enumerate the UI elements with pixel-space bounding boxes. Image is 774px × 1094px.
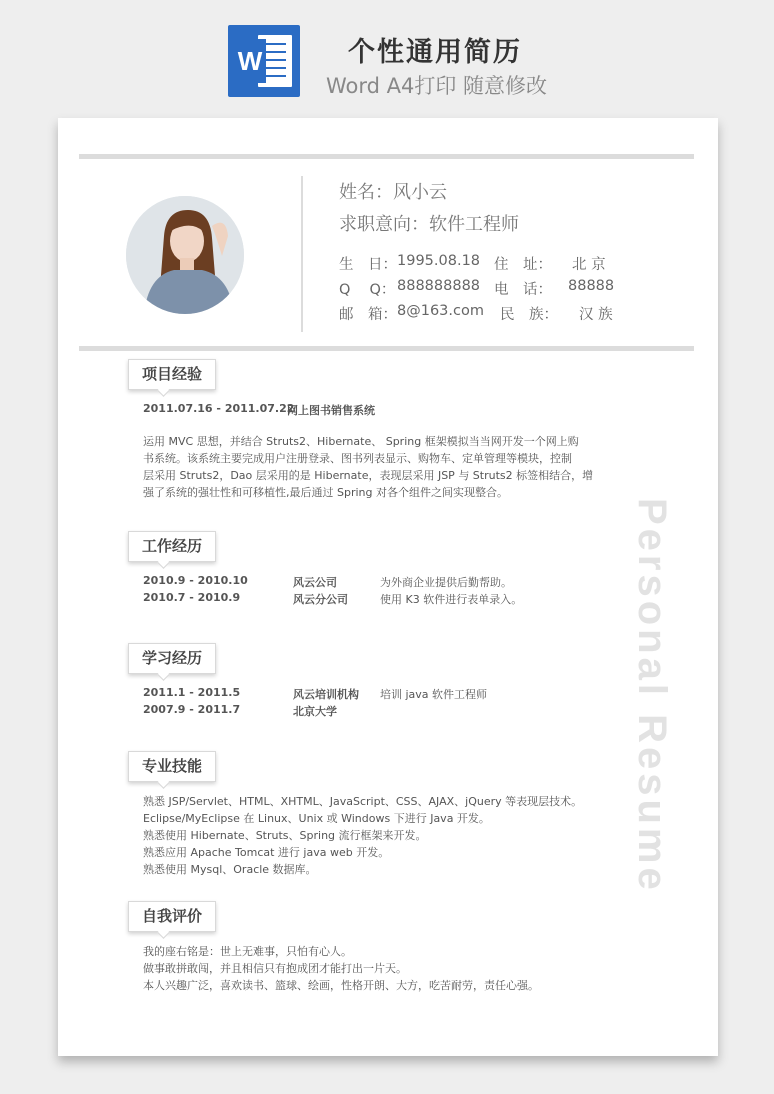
work-company-1: 风云公司 [293, 576, 337, 589]
resume-page: 姓名：风小云 求职意向：软件工程师 生 日： 1995.08.18 住 址： 北 京 Q Q： 888888888 电 话： 88888 邮 箱： 8@163.com 民 族： 汉 族 Personal Resume 项目经验 2011.07.16 - 2011.07.22 网上图书销售系统 运用 MVC 思想，并结合 Struts2、Hibernate、 Spring 框架模拟当当网开发一个网上购 书系统。该系统主要完成用户注册登录、图书列表显示、购物车、定单管理等模块，控制 层采用 Struts2，Dao 层采用的是 Hibernate，表现层采用 JSP 与 Struts2 标签相结合，增 强了系统的强壮性和可移植性,最后通过 Spring 对各个组件之间实现整合。 工作经历 2010.9 - 2010.10 风云公司 为外商企业提供后勤帮助。 2010.7 - 2010.9 风云分公司 使用 K3 软件进行表单录入。 学习经历 2011.1 - 2011.5 风云培训机构 培训 java 软件工程师 2007.9 - 2011.7 北京大学 专业技能 熟悉 JSP/Servlet、HTML、XHTML、JavaScript、CSS、AJAX、jQuery 等表现层技术。 Eclipse/MyEclipse 在 Linux、Unix 或 Windows 下进行 Java 开发。 熟悉使用 Hibernate、Struts、Spring 流行框架来开发。 熟悉应用 Apache Tomcat 进行 java web 开发。 熟悉使用 Mysql、Oracle 数据库。 自我评价 我的座右铭是：世上无难事，只怕有心人。 做事敢拼敢闯，并且相信只有抱成团才能打出一片天。 本人兴趣广泛，喜欢读书、篮球、绘画，性格开朗、大方，吃苦耐劳，责任心强。 [58, 118, 718, 1056]
avatar [126, 196, 244, 314]
word-icon [228, 25, 300, 97]
edu-date-2: 2007.9 - 2011.7 [143, 703, 241, 716]
self-evaluation: 我的座右铭是：世上无难事，只怕有心人。 做事敢拼敢闯，并且相信只有抱成团才能打出一片天。 本人兴趣广泛，喜欢读书、篮球、绘画，性格开朗、大方，吃苦耐劳，责任心强。 [143, 945, 539, 992]
work-date-1: 2010.9 - 2010.10 [143, 574, 248, 587]
banner-title: 个性通用简历 [348, 37, 522, 68]
section-title-skills: 专业技能 [128, 751, 216, 782]
header-bottom-divider [79, 346, 694, 351]
profile-name: 姓名：风小云 [339, 182, 447, 203]
edu-school-1: 风云培训机构 [293, 688, 359, 701]
top-divider [79, 154, 694, 159]
work-company-2: 风云分公司 [293, 593, 348, 606]
header-vertical-divider [301, 176, 303, 332]
profile-intent: 求职意向：软件工程师 [339, 214, 519, 235]
edu-desc-1: 培训 java 软件工程师 [380, 688, 488, 701]
project-date: 2011.07.16 - 2011.07.22 [143, 402, 295, 415]
work-desc-1: 为外商企业提供后勤帮助。 [380, 576, 512, 589]
section-title-work: 工作经历 [128, 531, 216, 562]
project-name: 网上图书销售系统 [287, 404, 375, 417]
work-date-2: 2010.7 - 2010.9 [143, 591, 241, 604]
watermark-personal-resume: Personal Resume [630, 498, 674, 894]
edu-date-1: 2011.1 - 2011.5 [143, 686, 241, 699]
work-desc-2: 使用 K3 软件进行表单录入。 [380, 593, 523, 606]
banner-subtitle: Word A4打印 随意修改 [326, 74, 548, 98]
section-title-project: 项目经验 [128, 359, 216, 390]
section-title-self: 自我评价 [128, 901, 216, 932]
section-title-education: 学习经历 [128, 643, 216, 674]
skills-list: 熟悉 JSP/Servlet、HTML、XHTML、JavaScript、CSS、AJAX、jQuery 等表现层技术。 Eclipse/MyEclipse 在 Linux、Unix 或 Windows 下进行 Java 开发。 熟悉使用 Hibernate、Struts、Spring 流行框架来开发。 熟悉应用 Apache Tomcat 进行 java web 开发。 熟悉使用 Mysql、Oracle 数据库。 [143, 795, 583, 876]
project-description: 运用 MVC 思想，并结合 Struts2、Hibernate、 Spring 框架模拟当当网开发一个网上购 书系统。该系统主要完成用户注册登录、图书列表显示、购物车、定单管理等模块，控制 层采用 Struts2，Dao 层采用的是 Hibernate，表现层采用 JSP 与 Struts2 标签相结合，增 强了系统的强壮性和可移植性,最后通过 Spring 对各个组件之间实现整合。 [143, 435, 594, 499]
word-letter: W [234, 39, 266, 83]
banner [0, 0, 774, 118]
edu-school-2: 北京大学 [293, 705, 337, 718]
